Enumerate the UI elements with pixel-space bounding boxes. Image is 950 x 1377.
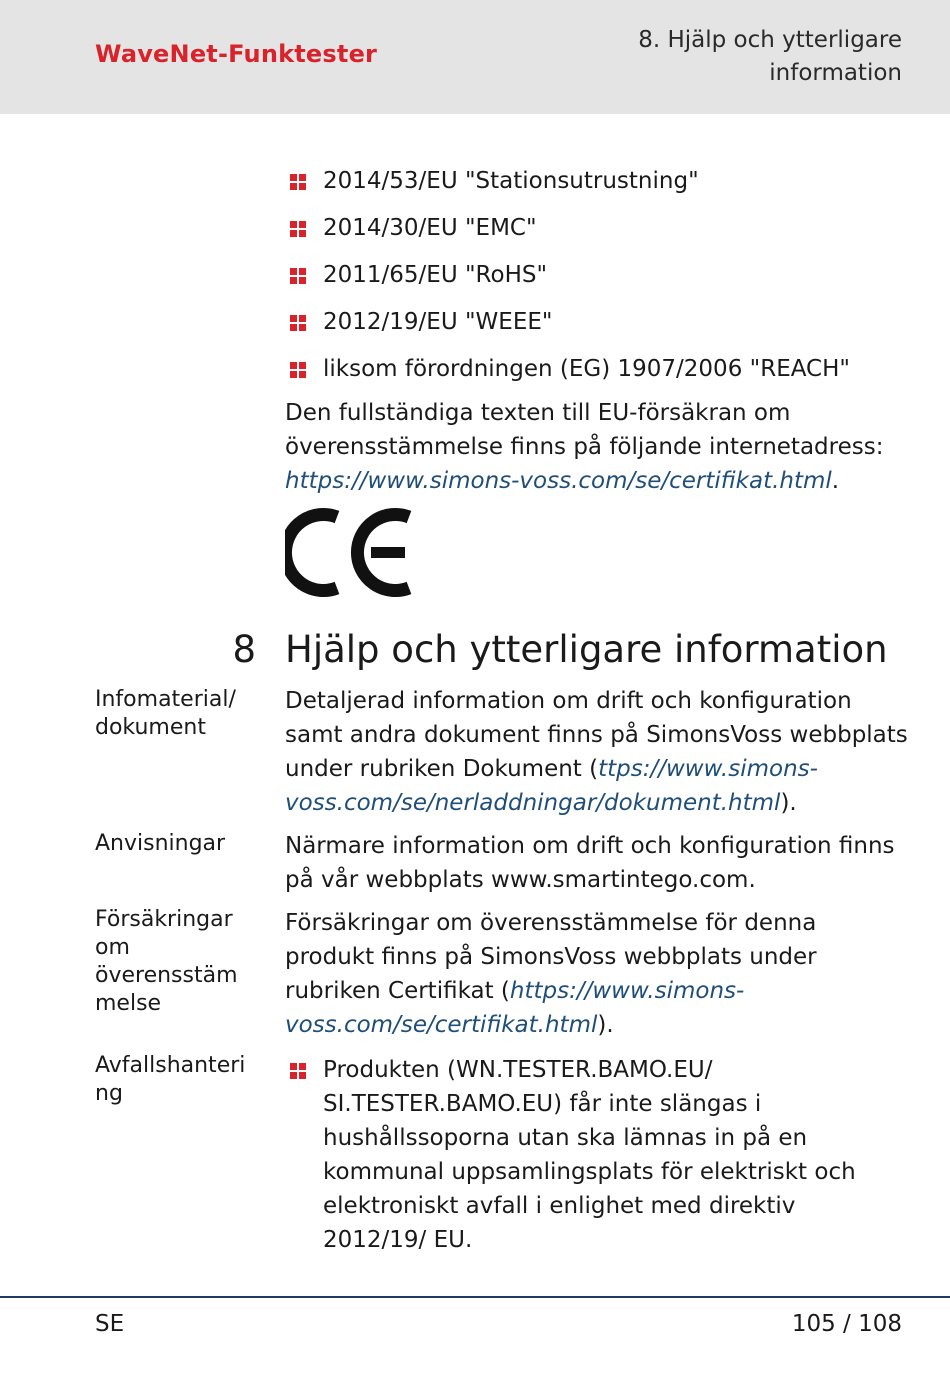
bullet-icon: [290, 174, 306, 190]
directive-list: [290, 164, 910, 386]
list-item: [290, 305, 910, 339]
documents-link[interactable]: ttps://www.simons-voss.com/se/nerladdningar/dokument.html: [285, 756, 818, 816]
list-item: [290, 352, 910, 386]
list-item-text: liksom förordningen (EG) 1907/2006 "REACH": [323, 356, 850, 382]
info-material-close: ).: [780, 790, 797, 816]
list-item: [290, 1053, 890, 1257]
waste-text: Produkten (WN.TESTER.BAMO.EU/ SI.TESTER.BAMO.EU) får inte slängas i hushållssoporna utan ska lämnas in på en kommunal uppsamlingsplats för elektriskt och elektroniskt avfall i enlighet med direktiv 2012/19/ EU.: [323, 1057, 856, 1253]
info-material-text: Detaljerad information om drift och konfiguration samt andra dokument finns på SimonsVoss webbplats under rubriken Dokument (: [285, 688, 908, 782]
section-number: 8: [232, 628, 256, 671]
list-item-text: 2014/53/EU "Stationsutrustning": [323, 168, 699, 194]
bullet-icon: [290, 315, 306, 331]
footer-divider: [0, 1296, 950, 1298]
bullet-icon: [290, 1063, 306, 1079]
conformity-label: Försäkringar om överensstäm melse: [95, 907, 238, 1016]
list-item-text: 2012/19/EU "WEEE": [323, 309, 553, 335]
waste-list: [290, 1053, 890, 1257]
list-item: [290, 258, 910, 292]
list-item: [290, 164, 910, 198]
bullet-icon: [290, 221, 306, 237]
declaration-link[interactable]: https://www.simons-voss.com/se/certifikat.html: [285, 468, 832, 494]
bullet-icon: [290, 362, 306, 378]
declaration-paragraph: [285, 396, 910, 498]
brand-title: WaveNet-Funktester: [95, 40, 378, 68]
instructions-label: Anvisningar: [95, 831, 226, 856]
page-number: 105 / 108: [791, 1311, 902, 1337]
info-material-paragraph: [285, 684, 910, 820]
declaration-period: .: [831, 468, 840, 494]
conformity-text: Försäkringar om överensstämmelse för denna produkt finns på SimonsVoss webbplats under rubriken Certifikat (: [285, 910, 817, 1004]
section-title: Hjälp och ytterligare information: [285, 628, 888, 671]
conformity-close: ).: [597, 1012, 614, 1038]
list-item: [290, 211, 910, 245]
declaration-text: Den fullständiga texten till EU-försäkran om överensstämmelse finns på följande internetadress:: [285, 400, 884, 460]
conformity-paragraph: [285, 906, 910, 1042]
certificate-link[interactable]: https://www.simons-voss.com/se/certifikat.html: [285, 978, 745, 1038]
instructions-paragraph: Närmare information om drift och konfiguration finns på vår webbplats www.smartintego.com.: [285, 833, 895, 893]
info-material-label: Infomaterial/ dokument: [95, 687, 236, 740]
bullet-icon: [290, 268, 306, 284]
page-header: [0, 0, 950, 114]
chapter-reference-line1: 8. Hjälp och ytterligare: [638, 27, 902, 53]
list-item-text: 2011/65/EU "RoHS": [323, 262, 548, 288]
list-item-text: 2014/30/EU "EMC": [323, 215, 537, 241]
waste-label: Avfallshanteri ng: [95, 1053, 246, 1106]
footer-language: SE: [95, 1311, 125, 1337]
chapter-reference-line2: information: [769, 60, 902, 86]
chapter-reference: [542, 24, 902, 90]
ce-mark-icon: [285, 505, 415, 600]
